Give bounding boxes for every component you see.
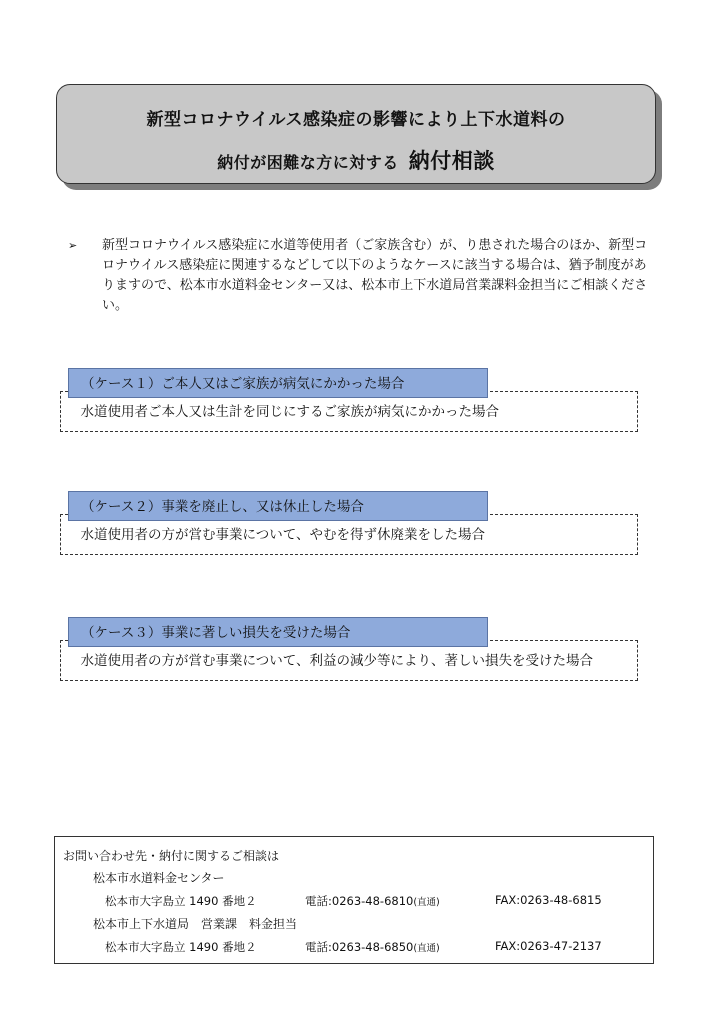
case-1-label: （ケース１）ご本人又はご家族が病気にかかった場合 bbox=[68, 368, 488, 398]
title-line-2 bbox=[57, 145, 655, 175]
office-2-name: 松本市上下水道局 営業課 料金担当 bbox=[93, 917, 298, 931]
office-2-phone bbox=[305, 939, 440, 955]
office-2-address: 松本市大字島立 1490 番地２ bbox=[105, 940, 257, 954]
case-2-label: （ケース２）事業を廃止し、又は休止した場合 bbox=[68, 491, 488, 521]
title-box bbox=[56, 84, 656, 184]
office-1-phone bbox=[305, 893, 440, 909]
case-3-label: （ケース３）事業に著しい損失を受けた場合 bbox=[68, 617, 488, 647]
office-2-phone-note: (直通) bbox=[413, 943, 440, 954]
title-line-2-prefix: 納付が困難な方に対する bbox=[217, 153, 399, 172]
office-2-fax: FAX:0263-47-2137 bbox=[495, 939, 602, 953]
office-1-phone-number: 電話:0263-48-6810 bbox=[305, 894, 414, 908]
office-1-address: 松本市大字島立 1490 番地２ bbox=[105, 894, 257, 908]
intro-paragraph bbox=[68, 236, 650, 316]
bullet-arrow-icon: ➢ bbox=[68, 239, 78, 252]
office-1-name: 松本市水道料金センター bbox=[93, 871, 225, 885]
case-1-description: 水道使用者ご本人又は生計を同じにするご家族が病気にかかった場合 bbox=[80, 404, 499, 420]
office-1-phone-note: (直通) bbox=[413, 897, 440, 908]
intro-text: 新型コロナウイルス感染症に水道等使用者（ご家族含む）が、り患された場合のほか、新型コロナウイルス感染症に関連するなどして以下のようなケースに該当する場合は、猶予制度がありますので、松本市水道料金センター又は、松本市上下水道局営業課料金担当にご相談ください。 bbox=[102, 238, 648, 313]
office-2-phone-number: 電話:0263-48-6850 bbox=[305, 940, 414, 954]
office-1-fax: FAX:0263-48-6815 bbox=[495, 893, 602, 907]
contact-box bbox=[54, 836, 654, 964]
case-2-description: 水道使用者の方が営む事業について、やむを得ず休廃業をした場合 bbox=[80, 527, 485, 543]
contact-heading: お問い合わせ先・納付に関するご相談は bbox=[63, 849, 280, 863]
title-line-1: 新型コロナウイルス感染症の影響により上下水道料の bbox=[146, 110, 566, 130]
case-3-description: 水道使用者の方が営む事業について、利益の減少等により、著しい損失を受けた場合 bbox=[80, 653, 593, 669]
title-emphasis: 納付相談 bbox=[408, 149, 495, 173]
